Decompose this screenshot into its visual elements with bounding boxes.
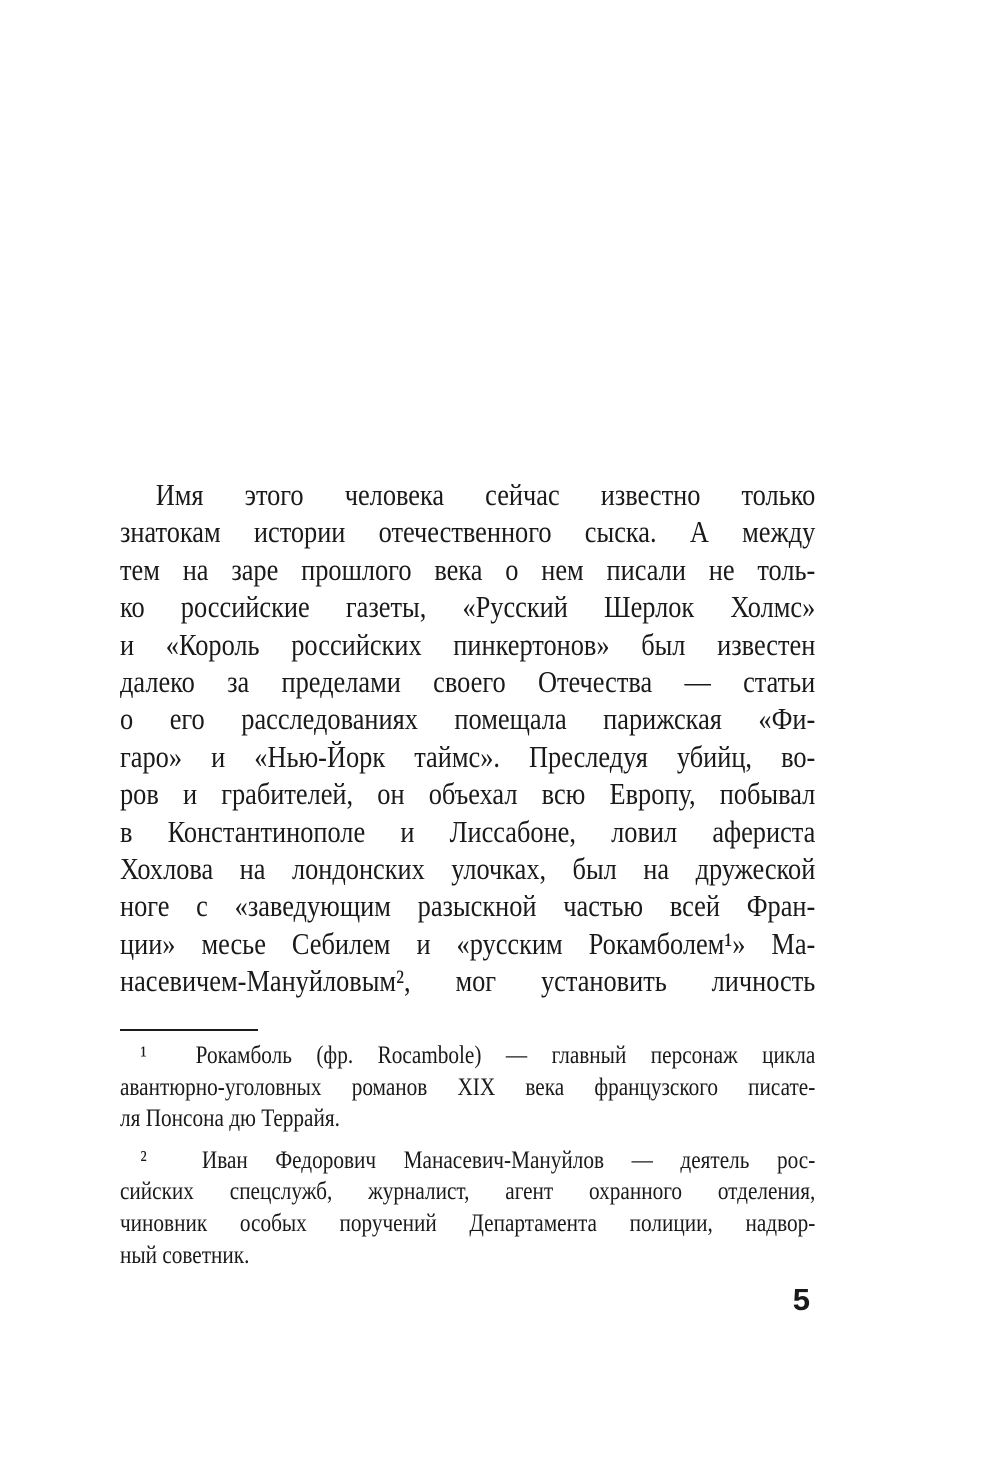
- page-number: 5: [792, 1282, 810, 1317]
- footnote-2: [120, 1145, 815, 1271]
- paragraph-line: ноге с «заведующим разыскной частью всей Фран-: [120, 888, 816, 924]
- paragraph-line: тем на заре прошлого века о нем писали не толь-: [120, 551, 816, 587]
- paragraph-line: о его расследованиях помещала парижская «Фи-: [120, 701, 816, 737]
- footnote-line: ный советник.: [120, 1241, 250, 1269]
- paragraph-line: и «Король российских пинкертонов» был известен: [120, 626, 816, 662]
- paragraph-line: ров и грабителей, он объехал всю Европу, побывал: [120, 776, 816, 812]
- footnote-separator: [120, 1029, 258, 1031]
- paragraph-line: насевичем-Мануйловым², мог установить личность: [120, 963, 816, 999]
- footnote-line: авантюрно-уголовных романов XIX века французского писате-: [120, 1073, 816, 1101]
- paragraph-line: в Константинополе и Лиссабоне, ловил афериста: [120, 813, 816, 849]
- main-paragraph: [120, 476, 815, 1000]
- footnote-1: [120, 1040, 815, 1135]
- paragraph-line: знатокам истории отечественного сыска. А между: [120, 514, 816, 550]
- footnote-line: ² Иван Федорович Манасевич-Мануйлов — деятель рос-: [140, 1146, 816, 1174]
- paragraph-line: гаро» и «Нью-Йорк таймс». Преследуя убийц, во-: [120, 738, 816, 774]
- footnote-line: сийских спецслужб, журналист, агент охранного отделения,: [120, 1178, 816, 1206]
- footnotes: [120, 1040, 815, 1271]
- paragraph-line: ции» месье Себилем и «русским Рокамболем¹» Ма-: [120, 925, 816, 961]
- paragraph-line: Хохлова на лондонских улочках, был на дружеской: [120, 851, 816, 887]
- footnote-line: чиновник особых поручений Департамента полиции, надвор-: [120, 1209, 816, 1237]
- paragraph-line: Имя этого человека сейчас известно только: [155, 477, 816, 512]
- paragraph-line: ко российские газеты, «Русский Шерлок Холмс»: [120, 589, 816, 625]
- paragraph-line: далеко за пределами своего Отечества — статьи: [120, 664, 816, 700]
- footnote-line: ля Понсона дю Террайя.: [120, 1105, 340, 1133]
- footnote-line: ¹ Рокамболь (фр. Rocambole) — главный персонаж цикла: [140, 1042, 816, 1069]
